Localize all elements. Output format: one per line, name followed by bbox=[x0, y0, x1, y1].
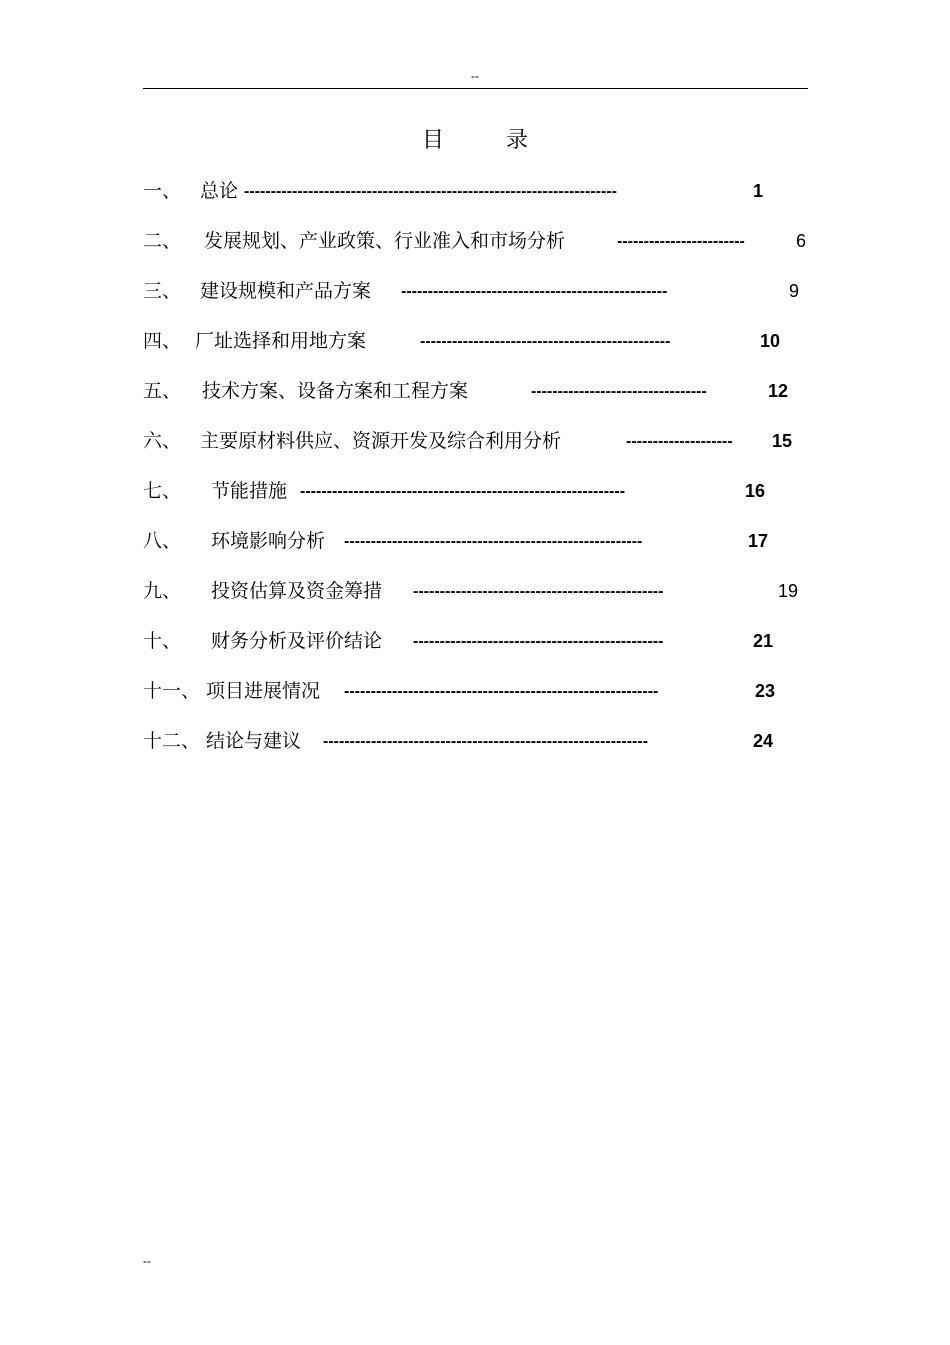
toc-entry-number: 九、 bbox=[143, 580, 182, 602]
toc-entry-title: 厂址选择和用地方案 bbox=[195, 330, 367, 352]
toc-entry-leader: -------------------- bbox=[626, 433, 733, 450]
toc-entry-leader: --------------------------------- bbox=[531, 383, 707, 400]
toc-entry-7[interactable] bbox=[143, 476, 813, 526]
toc-entry-title: 主要原材料供应、资源开发及综合利用分析 bbox=[200, 430, 562, 452]
toc-entry-6[interactable] bbox=[143, 426, 813, 476]
toc-entry-number: 十二、 bbox=[143, 730, 201, 752]
toc-entry-title: 环境影响分析 bbox=[211, 530, 326, 552]
toc-entry-number: 四、 bbox=[143, 330, 182, 352]
toc-entry-11[interactable] bbox=[143, 676, 813, 726]
toc-entry-page: 6 bbox=[796, 231, 807, 251]
toc-entry-title: 节能措施 bbox=[211, 480, 288, 502]
toc-entry-title: 结论与建议 bbox=[206, 730, 302, 752]
toc-entry-page: 21 bbox=[753, 631, 774, 651]
table-of-contents bbox=[143, 176, 813, 776]
toc-entry-number: 十一、 bbox=[143, 680, 201, 702]
toc-entry-title: 建设规模和产品方案 bbox=[200, 280, 372, 302]
header-rule bbox=[143, 88, 808, 89]
toc-entry-page: 19 bbox=[778, 581, 799, 601]
toc-entry-leader: ----------------------------------------------- bbox=[413, 583, 664, 600]
page-header-mark: -- bbox=[471, 69, 479, 83]
toc-entry-number: 八、 bbox=[143, 530, 182, 552]
toc-entry-10[interactable] bbox=[143, 626, 813, 676]
toc-title: 目录 bbox=[421, 128, 590, 153]
toc-entry-leader: ---------------------------------------------------------------------- bbox=[244, 183, 617, 200]
toc-entry-page: 17 bbox=[748, 531, 769, 551]
toc-entry-page: 12 bbox=[768, 381, 789, 401]
toc-entry-leader: -------------------------------------------------------- bbox=[344, 533, 643, 550]
toc-entry-title: 项目进展情况 bbox=[206, 680, 321, 702]
toc-entry-page: 23 bbox=[755, 681, 776, 701]
toc-entry-leader: ------------------------------------------------------------- bbox=[323, 733, 649, 750]
toc-entry-12[interactable] bbox=[143, 726, 813, 776]
toc-entry-number: 五、 bbox=[143, 380, 182, 402]
toc-entry-2[interactable] bbox=[143, 226, 813, 276]
toc-entry-leader: ----------------------------------------------- bbox=[420, 333, 671, 350]
toc-entry-8[interactable] bbox=[143, 526, 813, 576]
toc-entry-page: 9 bbox=[789, 281, 800, 301]
toc-entry-title: 总论 bbox=[200, 180, 239, 202]
toc-entry-leader: ----------------------------------------------------------- bbox=[344, 683, 659, 700]
toc-entry-leader: ------------------------ bbox=[617, 233, 745, 250]
toc-entry-title: 财务分析及评价结论 bbox=[211, 630, 383, 652]
toc-entry-title: 投资估算及资金筹措 bbox=[211, 580, 383, 602]
toc-entry-page: 24 bbox=[753, 731, 774, 751]
toc-entry-number: 一、 bbox=[143, 180, 182, 202]
toc-entry-3[interactable] bbox=[143, 276, 813, 326]
toc-entry-number: 七、 bbox=[143, 480, 182, 502]
toc-entry-number: 六、 bbox=[143, 430, 182, 452]
toc-entry-title: 发展规划、产业政策、行业准入和市场分析 bbox=[204, 230, 566, 252]
page-footer-mark: -- bbox=[143, 1254, 151, 1268]
toc-entry-page: 16 bbox=[745, 481, 766, 501]
toc-entry-title: 技术方案、设备方案和工程方案 bbox=[202, 380, 469, 402]
toc-entry-page: 10 bbox=[760, 331, 781, 351]
toc-entry-1[interactable] bbox=[143, 176, 813, 226]
toc-entry-leader: -------------------------------------------------- bbox=[401, 283, 668, 300]
toc-entry-9[interactable] bbox=[143, 576, 813, 626]
toc-entry-page: 15 bbox=[772, 431, 793, 451]
toc-entry-5[interactable] bbox=[143, 376, 813, 426]
toc-entry-leader: ----------------------------------------------- bbox=[413, 633, 664, 650]
toc-entry-number: 三、 bbox=[143, 280, 182, 302]
toc-entry-leader: ------------------------------------------------------------- bbox=[300, 483, 626, 500]
toc-entry-page: 1 bbox=[753, 181, 764, 201]
toc-entry-4[interactable] bbox=[143, 326, 813, 376]
toc-entry-number: 十、 bbox=[143, 630, 182, 652]
toc-entry-number: 二、 bbox=[143, 230, 182, 252]
